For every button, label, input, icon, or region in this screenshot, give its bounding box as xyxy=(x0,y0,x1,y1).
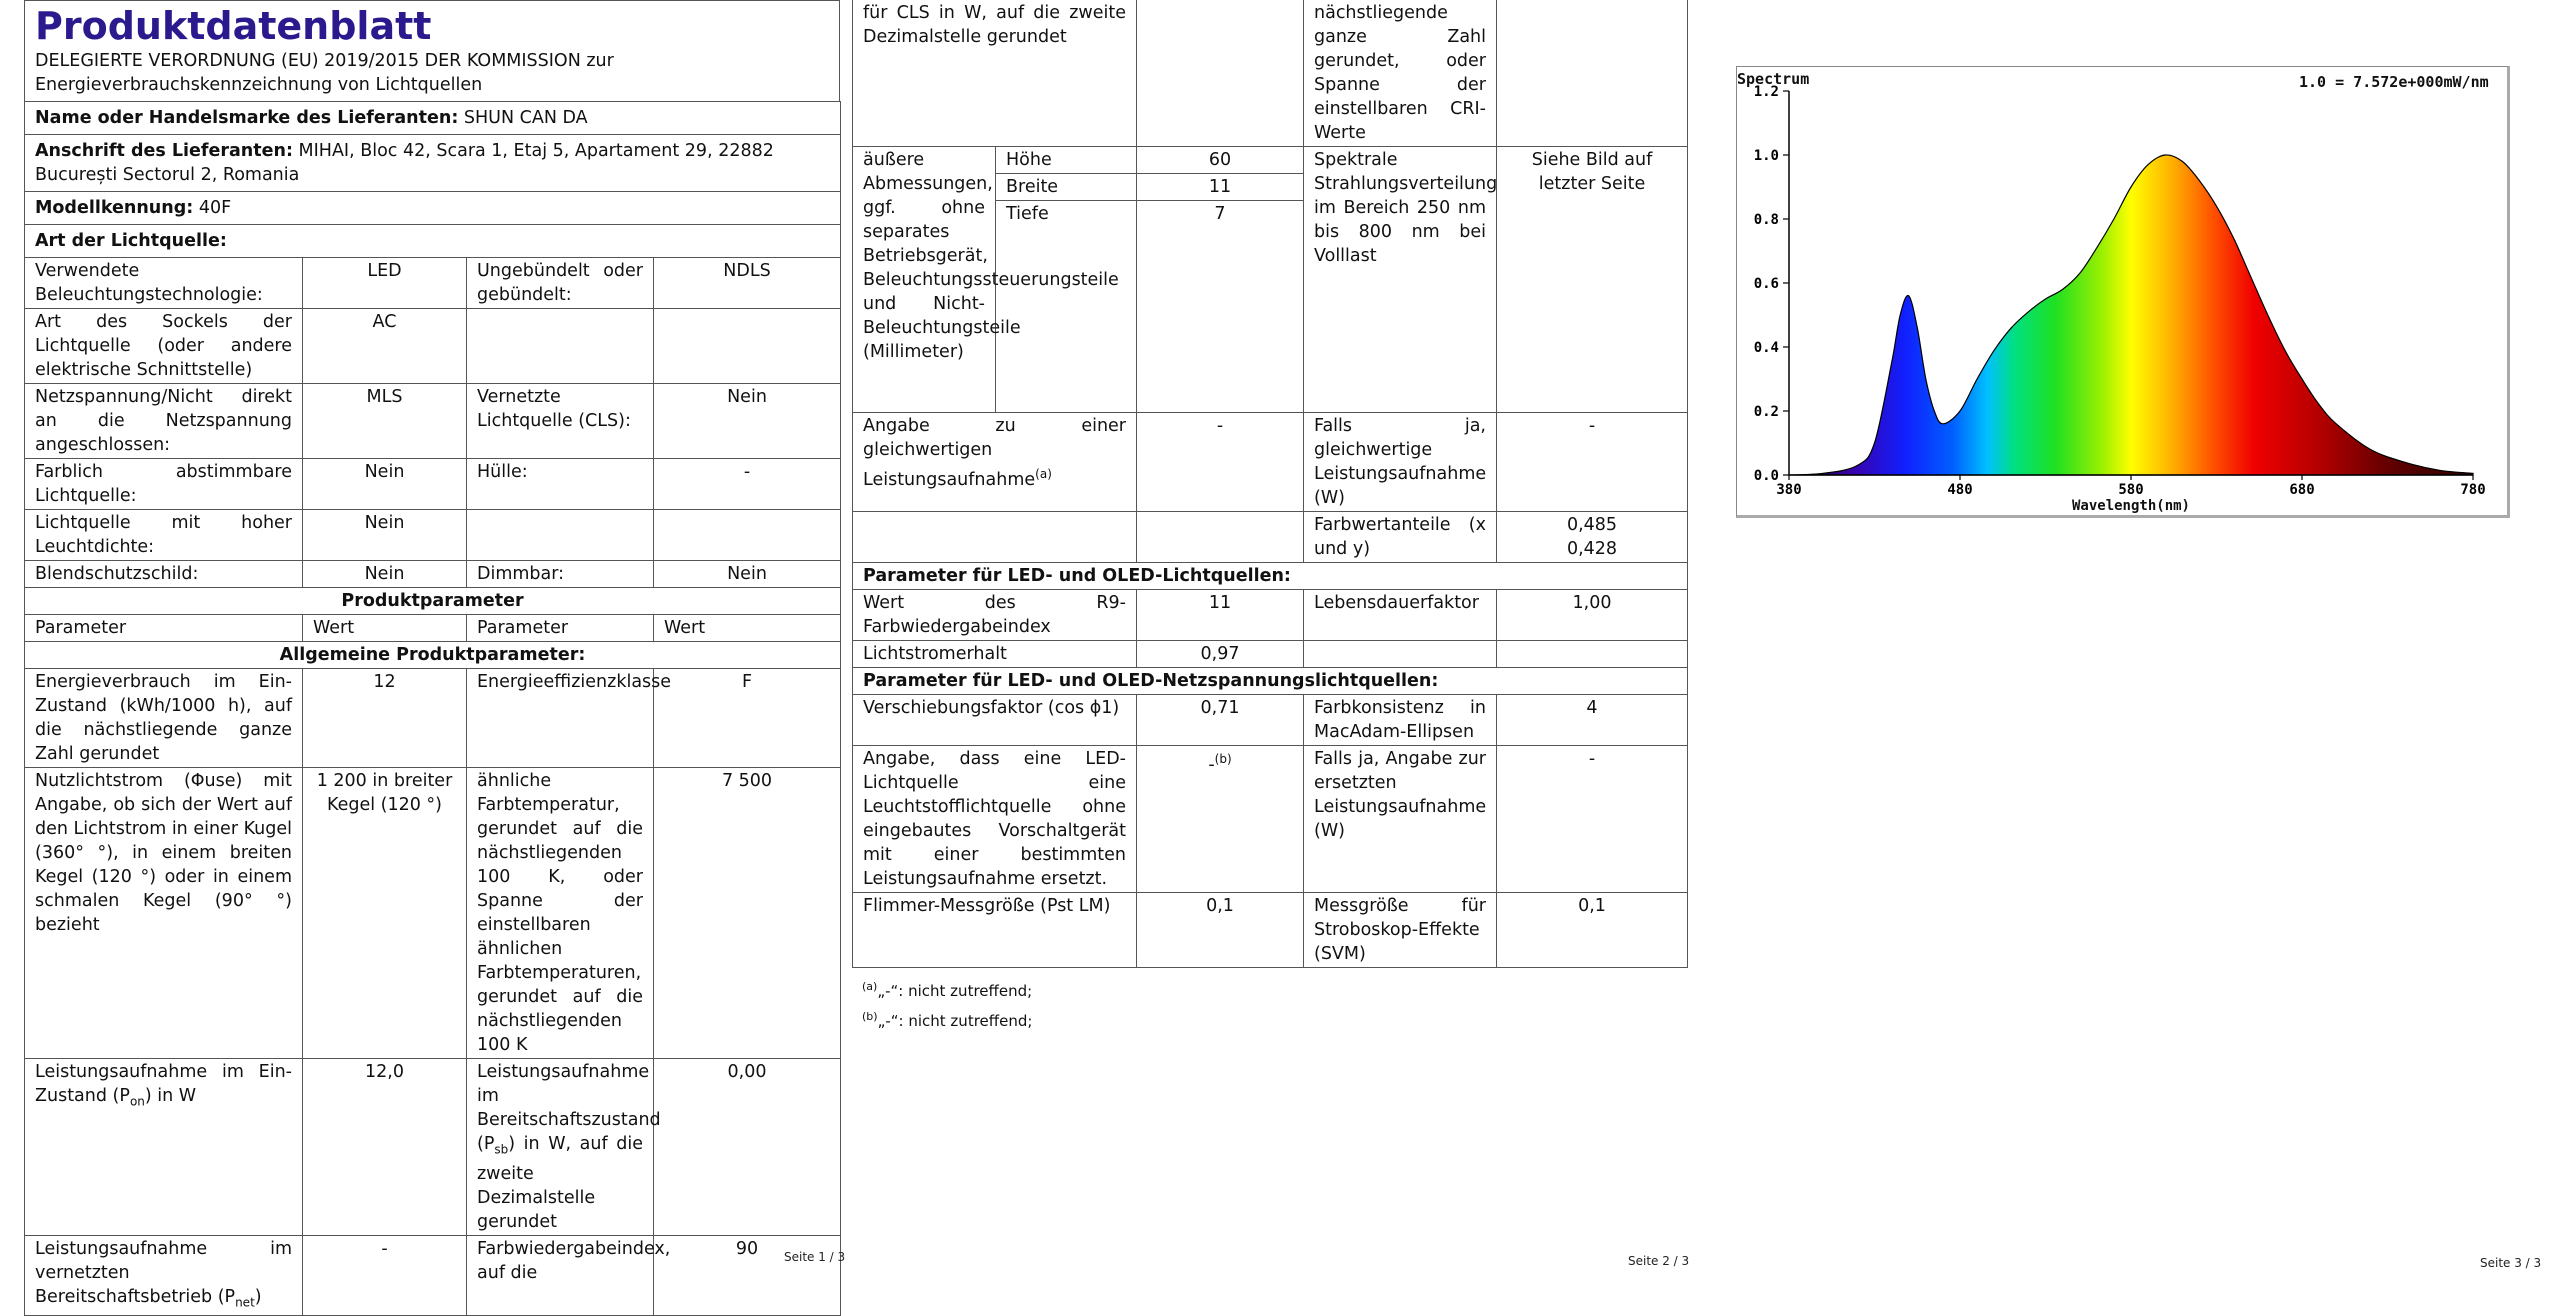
model-label: Modellkennung: xyxy=(35,198,194,218)
param-value: 1,00 xyxy=(1497,590,1688,641)
footnotes xyxy=(852,968,1687,1034)
param-label: Energieeffizienzklasse xyxy=(467,669,654,768)
model-row xyxy=(25,192,841,225)
table-row xyxy=(25,510,841,561)
supplier-name: SHUN CAN DA xyxy=(463,108,588,128)
param-value: Nein xyxy=(303,510,467,561)
param-value: - xyxy=(1137,413,1304,512)
x-axis-label: Wavelength(nm) xyxy=(2071,498,2191,514)
empty-cell xyxy=(654,309,841,384)
param-value: 4 xyxy=(1497,695,1688,746)
param-label: Falls ja, Angabe zur ersetzten Leistungsaufnahme (W) xyxy=(1304,746,1497,893)
param-label: Farbwertanteile (x und y) xyxy=(1304,512,1497,563)
empty-cell xyxy=(1137,0,1304,147)
table-row xyxy=(853,590,1688,641)
dimension-label: Höhe xyxy=(996,147,1137,174)
table-row xyxy=(25,309,841,384)
param-value: 90 xyxy=(654,1235,841,1316)
param-value: Nein xyxy=(654,561,841,588)
page-number-2: Seite 2 / 3 xyxy=(1628,1254,1690,1268)
column-header: Wert xyxy=(303,615,467,642)
y-tick-label: 1.0 xyxy=(1753,148,1779,164)
x-tick-label: 380 xyxy=(1776,482,1802,498)
param-label: ähnliche Farbtemperatur, gerundet auf die nächstliegenden 100 K, oder Spanne der einstellbaren ähnlichen Farbtemperaturen, gerundet auf die nächstliegenden 100 K xyxy=(467,768,654,1059)
dimension-value: 60 xyxy=(1137,147,1304,174)
param-label: Lichtstromerhalt xyxy=(853,641,1137,668)
param-label: Messgröße für Stroboskop-Effekte (SVM) xyxy=(1304,893,1497,968)
param-label: Verschiebungsfaktor (cos ϕ1) xyxy=(853,695,1137,746)
y-tick-label: 0.6 xyxy=(1753,276,1779,292)
table-row xyxy=(25,1235,841,1316)
page-title: Produktdatenblatt xyxy=(35,4,432,48)
param-label: Netzspannung/Nicht direkt an die Netzspannung angeschlossen: xyxy=(25,384,303,459)
param-label: Nutzlichtstrom (Φuse) mit Angabe, ob sich der Wert auf den Lichtstrom in einer Kugel (360° °), in einem breiten Kegel (120 °) oder in einem schmalen Kegel (90° °) bezieht xyxy=(25,768,303,1059)
table-row xyxy=(853,512,1688,563)
spectrum-chart xyxy=(1737,67,2507,515)
general-params-heading: Allgemeine Produktparameter: xyxy=(25,642,841,669)
param-label: Vernetzte Lichtquelle (CLS): xyxy=(467,384,654,459)
param-label: Energieverbrauch im Ein-Zustand (kWh/1000 h), auf die nächstliegende ganze Zahl gerundet xyxy=(25,669,303,768)
empty-cell xyxy=(467,309,654,384)
chroma-y: 0,428 xyxy=(1566,539,1618,559)
param-label: Hülle: xyxy=(467,459,654,510)
param-value: 12,0 xyxy=(303,1059,467,1236)
x-tick-label: 480 xyxy=(1947,482,1973,498)
datasheet-table-1 xyxy=(24,101,841,1316)
y-tick-label: 0.8 xyxy=(1753,212,1779,228)
empty-cell xyxy=(1497,0,1688,147)
table-row xyxy=(25,669,841,768)
param-value: Nein xyxy=(303,561,467,588)
param-label: Leistungsaufnahme im Ein-Zustand $(P_{on})$ in W xyxy=(25,1059,303,1236)
datasheet-table-2 xyxy=(852,0,1688,968)
param-value: NDLS xyxy=(654,258,841,309)
table-row xyxy=(25,258,841,309)
param-label: Ungebündelt oder gebündelt: xyxy=(467,258,654,309)
param-value: 0,71 xyxy=(1137,695,1304,746)
mains-heading: Parameter für LED- und OLED-Netzspannungslichtquellen: xyxy=(853,668,1688,695)
param-label: Verwendete Beleuchtungstechnologie: xyxy=(25,258,303,309)
param-label: Lichtquelle mit hoher Leuchtdichte: xyxy=(25,510,303,561)
table-row xyxy=(853,641,1688,668)
spectrum-area xyxy=(1789,155,2473,475)
param-label: Angabe, dass eine LED-Lichtquelle eine Leuchtstofflichtquelle ohne eingebautes Vorschaltgerät mit einer bestimmten Leistungsaufnahme ersetzt. xyxy=(853,746,1137,893)
param-label: Farblich abstimmbare Lichtquelle: xyxy=(25,459,303,510)
chart-title: Spectrum xyxy=(1737,70,1810,88)
param-label: Angabe zu einer gleichwertigen Leistungsaufnahme$^{(a)}$ xyxy=(853,413,1137,512)
table-row xyxy=(25,459,841,510)
supplier-address-label: Anschrift des Lieferanten: xyxy=(35,141,293,161)
product-params-heading-row xyxy=(25,588,841,615)
param-value: - xyxy=(1497,413,1688,512)
empty-cell xyxy=(853,512,1137,563)
param-value: - xyxy=(654,459,841,510)
param-label: Falls ja, gleichwertige Leistungsaufnahme (W) xyxy=(1304,413,1497,512)
dimensions-label: äußere Abmessungen, ggf. ohne separates Betriebsgerät, Beleuchtungssteuerungsteile und Nicht-Beleuchtungsteile (Millimeter) xyxy=(853,147,996,413)
x-tick-label: 680 xyxy=(2289,482,2315,498)
y-tick-label: 1.2 xyxy=(1753,84,1779,100)
param-value: 12 xyxy=(303,669,467,768)
footnote-b: $^{(b)}$„-“: nicht zutreffend; xyxy=(862,1010,1033,1030)
param-value: 0,97 xyxy=(1137,641,1304,668)
empty-cell xyxy=(1497,641,1688,668)
table-row xyxy=(25,561,841,588)
param-value: - xyxy=(1497,746,1688,893)
param-label: Lebensdauerfaktor xyxy=(1304,590,1497,641)
param-label: Farbwiedergabeindex, auf die xyxy=(467,1235,654,1316)
param-value: 11 xyxy=(1137,590,1304,641)
general-params-heading-row xyxy=(25,642,841,669)
y-axis-ticks xyxy=(1754,84,1789,484)
param-value: 1 200 in breiter Kegel (120 °) xyxy=(303,768,467,1059)
param-label: Wert des R9-Farbwiedergabeindex xyxy=(853,590,1137,641)
param-label: Blendschutzschild: xyxy=(25,561,303,588)
dimension-value: 7 xyxy=(1137,201,1304,413)
product-params-heading: Produktparameter xyxy=(25,588,841,615)
page-number-3: Seite 3 / 3 xyxy=(2480,1256,2542,1270)
x-axis-ticks xyxy=(1776,475,2485,498)
light-type-heading: Art der Lichtquelle: xyxy=(25,225,841,258)
mains-heading-row xyxy=(853,668,1688,695)
dimension-value: 11 xyxy=(1137,174,1304,201)
param-label: Leistungsaufnahme im vernetzten Bereitschaftsbetrieb $(P_{net})$ xyxy=(25,1235,303,1316)
param-label: Dimmbar: xyxy=(467,561,654,588)
param-value: MLS xyxy=(303,384,467,459)
led-heading-row xyxy=(853,563,1688,590)
table-row xyxy=(853,695,1688,746)
column-header: Parameter xyxy=(467,615,654,642)
param-value: AC xyxy=(303,309,467,384)
page-number-1-label: Seite 1 / 3 xyxy=(784,1250,846,1264)
param-value xyxy=(1497,512,1688,563)
regulation-text: DELEGIERTE VERORDNUNG (EU) 2019/2015 DER KOMMISSION zur Energieverbrauchskennzeichnung von Lichtquellen xyxy=(35,51,614,95)
datasheet-page-1 xyxy=(24,0,840,1316)
x-tick-label: 580 xyxy=(2118,482,2144,498)
column-header: Wert xyxy=(654,615,841,642)
footnote-a: $^{(a)}$„-“: nicht zutreffend; xyxy=(862,980,1033,1000)
param-value: Nein xyxy=(654,384,841,459)
spectrum-chart-frame xyxy=(1736,66,2510,518)
param-value: 0,1 xyxy=(1137,893,1304,968)
param-value: - xyxy=(303,1235,467,1316)
supplier-name-label: Name oder Handelsmarke des Lieferanten: xyxy=(35,108,459,128)
param-label: Flimmer-Messgröße (Pst LM) xyxy=(853,893,1137,968)
table-row xyxy=(853,893,1688,968)
x-tick-label: 780 xyxy=(2460,482,2486,498)
table-row xyxy=(853,746,1688,893)
y-tick-label: 0.2 xyxy=(1753,404,1779,420)
y-tick-label: 0.0 xyxy=(1753,468,1779,484)
param-value: LED xyxy=(303,258,467,309)
dimension-label: Tiefe xyxy=(996,201,1137,413)
header-block xyxy=(24,0,840,101)
param-value: Nein xyxy=(303,459,467,510)
table-row xyxy=(25,384,841,459)
light-type-heading-row xyxy=(25,225,841,258)
column-header-row xyxy=(25,615,841,642)
param-value: 0,1 xyxy=(1497,893,1688,968)
led-heading: Parameter für LED- und OLED-Lichtquellen: xyxy=(853,563,1688,590)
param-value: F xyxy=(654,669,841,768)
param-label: Farbkonsistenz in MacAdam-Ellipsen xyxy=(1304,695,1497,746)
table-row xyxy=(853,0,1688,147)
param-value: 7 500 xyxy=(654,768,841,1059)
chroma-x: 0,485 xyxy=(1566,515,1618,535)
param-label: Art des Sockels der Lichtquelle (oder andere elektrische Schnittstelle) xyxy=(25,309,303,384)
table-row xyxy=(853,147,1688,174)
model-value: 40F xyxy=(198,198,232,218)
empty-cell xyxy=(654,510,841,561)
param-value: 0,00 xyxy=(654,1059,841,1236)
supplier-address-row xyxy=(25,135,841,192)
param-value: -$^{(b)}$ xyxy=(1137,746,1304,893)
table-row xyxy=(25,1059,841,1236)
y-tick-label: 0.4 xyxy=(1753,340,1779,356)
table-row xyxy=(853,413,1688,512)
table-row xyxy=(25,768,841,1059)
empty-cell xyxy=(467,510,654,561)
column-header: Parameter xyxy=(25,615,303,642)
chart-annotation: 1.0 = 7.572e+000mW/nm xyxy=(2299,73,2489,91)
param-label: Leistungsaufnahme im Bereitschaftszustand $(P_{sb})$ in W, auf die zweite Dezimalstelle gerundet xyxy=(467,1059,654,1236)
supplier-name-row xyxy=(25,102,841,135)
spectral-label: Spektrale Strahlungsverteilung im Bereich 250 nm bis 800 nm bei Volllast xyxy=(1304,147,1497,413)
empty-cell xyxy=(1304,641,1497,668)
datasheet-page-2 xyxy=(852,0,1687,1034)
spectral-value: Siehe Bild auf letzter Seite xyxy=(1497,147,1688,413)
dimension-label: Breite xyxy=(996,174,1137,201)
empty-cell xyxy=(1137,512,1304,563)
param-label: nächstliegende ganze Zahl gerundet, oder Spanne der einstellbaren CRI-Werte xyxy=(1304,0,1497,147)
param-label: für CLS in W, auf die zweite Dezimalstelle gerundet xyxy=(853,0,1137,147)
supplier-address: MIHAI, Bloc 42, Scara 1, Etaj 5, Apartament 29, 22882 București Sectorul 2, Romania xyxy=(35,141,774,185)
